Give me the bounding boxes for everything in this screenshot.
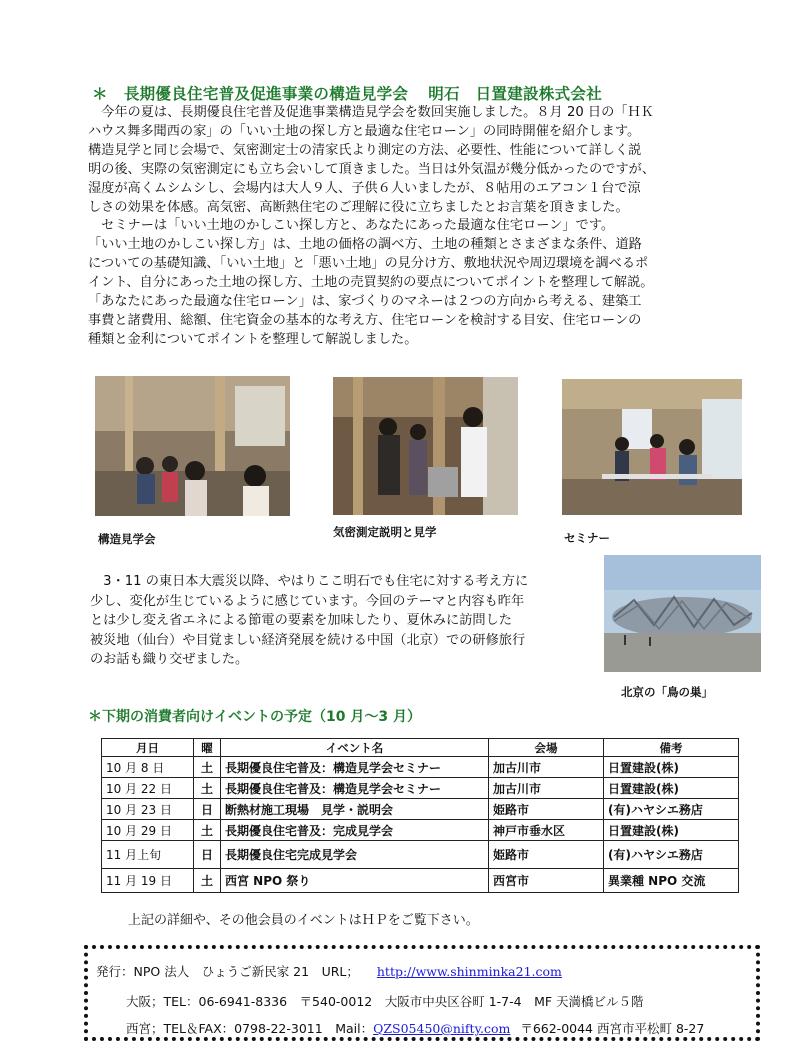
footer-nishinomiya-address: 〒662-0044 西宮市平松町 8-27 <box>520 1021 705 1036</box>
body-line: 「いい土地のかしこい探し方」は、土地の価格の調べ方、土地の種類とさまざまな条件、道路 <box>88 237 642 253</box>
article-body <box>88 104 728 350</box>
cell-weekday: 土 <box>194 778 221 799</box>
cell-weekday: 土 <box>194 869 221 893</box>
cell-date: 11 月 19 日 <box>102 869 194 893</box>
body-line: 構造見学と同じ会場で、気密測定士の清家氏より測定の方法、必要性、性能について詳しく説 <box>88 142 642 158</box>
footer-publisher-label: 発行：NPO 法人 ひょうご新民家 21 URL； <box>96 964 359 979</box>
body-line: についての基礎知識、「いい土地」と「悪い土地」の見分け方、敷地状況や周辺環境を調べるポ <box>88 256 649 272</box>
body-line: イント、自分にあった土地の探し方、土地の売買契約の要点についてポイントを整理して解説。 <box>88 275 654 291</box>
table-row <box>102 757 739 778</box>
cell-remarks: (有)ハヤシエ務店 <box>604 799 739 820</box>
cell-remarks: 日置建設(株) <box>604 778 739 799</box>
body-line: セミナーは「いい土地のかしこい探し方と、あなたにあった最適な住宅ローン」です。 <box>88 218 615 234</box>
cell-weekday: 日 <box>194 841 221 869</box>
article-heading <box>92 82 602 104</box>
table-row <box>102 778 739 799</box>
body-line: 種類と金利についてポイントを整理して解説しました。 <box>88 331 418 347</box>
caption-seminar: セミナー <box>564 531 610 545</box>
cell-remarks: 異業種 NPO 交流 <box>604 869 739 893</box>
website-link[interactable]: http://www.shinminka21.com <box>376 964 562 979</box>
col-date: 月日 <box>102 739 194 757</box>
table-row <box>102 820 739 841</box>
table-row <box>102 869 739 893</box>
body-line: 事費と諸費用、総額、住宅資金の基本的な考え方、住宅ローンを検討する目安、住宅ローンの <box>88 312 642 328</box>
body-line: 被災地（仙台）や目覚ましい経済発展を続ける中国（北京）での研修旅行 <box>90 632 526 648</box>
body-line: 「あなたにあった最適な住宅ローン」は、家づくりのマネーは２つの方向から考える、建築工 <box>88 294 642 310</box>
footer-line-nishinomiya <box>126 1019 704 1037</box>
cell-remarks: (有)ハヤシエ務店 <box>604 841 739 869</box>
body-line: ハウス舞多聞西の家」の「いい土地の探し方と最適な住宅ローン」の同時開催を紹介します。 <box>88 123 641 139</box>
caption-airtightness-measurement: 気密測定説明と見学 <box>333 525 437 539</box>
cell-remarks: 日置建設(株) <box>604 757 739 778</box>
cell-date: 10 月 22 日 <box>102 778 194 799</box>
cell-venue: 加古川市 <box>489 757 604 778</box>
table-row <box>102 841 739 869</box>
cell-event: 断熱材施工現場 見学・説明会 <box>221 799 489 820</box>
col-weekday: 曜 <box>194 739 221 757</box>
footer-line-publisher <box>96 962 562 980</box>
footer-line-osaka: 大阪；TEL：06-6941-8336 〒540-0012 大阪市中央区谷町 1-7-4 MF 天満橋ビル５階 <box>126 994 644 1009</box>
cell-event: 長期優良住宅普及：構造見学会セミナー <box>221 778 489 799</box>
caption-birds-nest: 北京の「鳥の巣」 <box>621 685 713 699</box>
body-line: とは少し変え省エネによる節電の要素を加味したり、夏休みに訪問した <box>90 613 512 628</box>
cell-date: 10 月 23 日 <box>102 799 194 820</box>
body-line: しさの効果を体感。高気密、高断熱住宅のご理解に役に立ちましたとお言葉を頂きました。 <box>88 199 629 215</box>
article-title: 長期優良住宅普及促進事業の構造見学会 <box>123 85 409 103</box>
col-remarks: 備考 <box>604 739 739 757</box>
photo-birds-nest <box>604 555 761 672</box>
body-line: 湿度が高くムシムシし、会場内は大人９人、子供６人いましたが、８帖用のエアコン１台で涼 <box>88 180 641 196</box>
footer-nishinomiya-label: 西宮；TEL＆FAX：0798-22-3011 Mail： <box>126 1021 374 1036</box>
col-venue: 会場 <box>489 739 604 757</box>
body-line: のお話も織り交ぜました。 <box>90 652 249 667</box>
publisher-footer <box>84 945 760 1041</box>
table-header-row <box>102 739 739 757</box>
cell-venue: 西宮市 <box>489 869 604 893</box>
photo-airtightness-measurement <box>333 377 518 515</box>
photo-construction-tour <box>95 376 290 516</box>
body-line: 3・11 の東日本大震災以降、やはりここ明石でも住宅に対する考え方に <box>90 574 529 589</box>
caption-construction-tour: 構造見学会 <box>98 532 156 546</box>
heading-star: ＊ <box>92 85 108 103</box>
cell-venue: 姫路市 <box>489 799 604 820</box>
email-link[interactable]: QZS05450@nifty.com <box>373 1021 511 1036</box>
photo-seminar <box>562 379 742 515</box>
table-row <box>102 799 739 820</box>
article-body-2 <box>90 572 600 670</box>
body-line: 明の後、実際の気密測定にも立ち会いして頂きました。当日は外気温が幾分低かったのですが、 <box>88 161 656 177</box>
cell-venue: 加古川市 <box>489 778 604 799</box>
cell-date: 10 月 8 日 <box>102 757 194 778</box>
events-note: 上記の詳細や、その他会員のイベントはＨＰをご覧下さい。 <box>128 913 479 928</box>
events-heading: ＊下期の消費者向けイベントの予定（10 月～3 月） <box>88 709 421 725</box>
cell-weekday: 土 <box>194 757 221 778</box>
cell-event: 西宮 NPO 祭り <box>221 869 489 893</box>
cell-venue: 姫路市 <box>489 841 604 869</box>
article-org: 明石 日置建設株式会社 <box>428 85 603 103</box>
body-line: 少し、変化が生じているように感じています。今回のテーマと内容も昨年 <box>90 593 525 609</box>
cell-date: 10 月 29 日 <box>102 820 194 841</box>
cell-event: 長期優良住宅完成見学会 <box>221 841 489 869</box>
events-table <box>101 738 739 893</box>
cell-date: 11 月上旬 <box>102 841 194 869</box>
cell-venue: 神戸市垂水区 <box>489 820 604 841</box>
cell-event: 長期優良住宅普及：構造見学会セミナー <box>221 757 489 778</box>
col-event-name: イベント名 <box>221 739 489 757</box>
cell-remarks: 日置建設(株) <box>604 820 739 841</box>
cell-weekday: 土 <box>194 820 221 841</box>
body-line: 今年の夏は、長期優良住宅普及促進事業構造見学会を数回実施しました。８月 20 日の「ＨＫ <box>88 105 654 120</box>
cell-weekday: 日 <box>194 799 221 820</box>
cell-event: 長期優良住宅普及：完成見学会 <box>221 820 489 841</box>
